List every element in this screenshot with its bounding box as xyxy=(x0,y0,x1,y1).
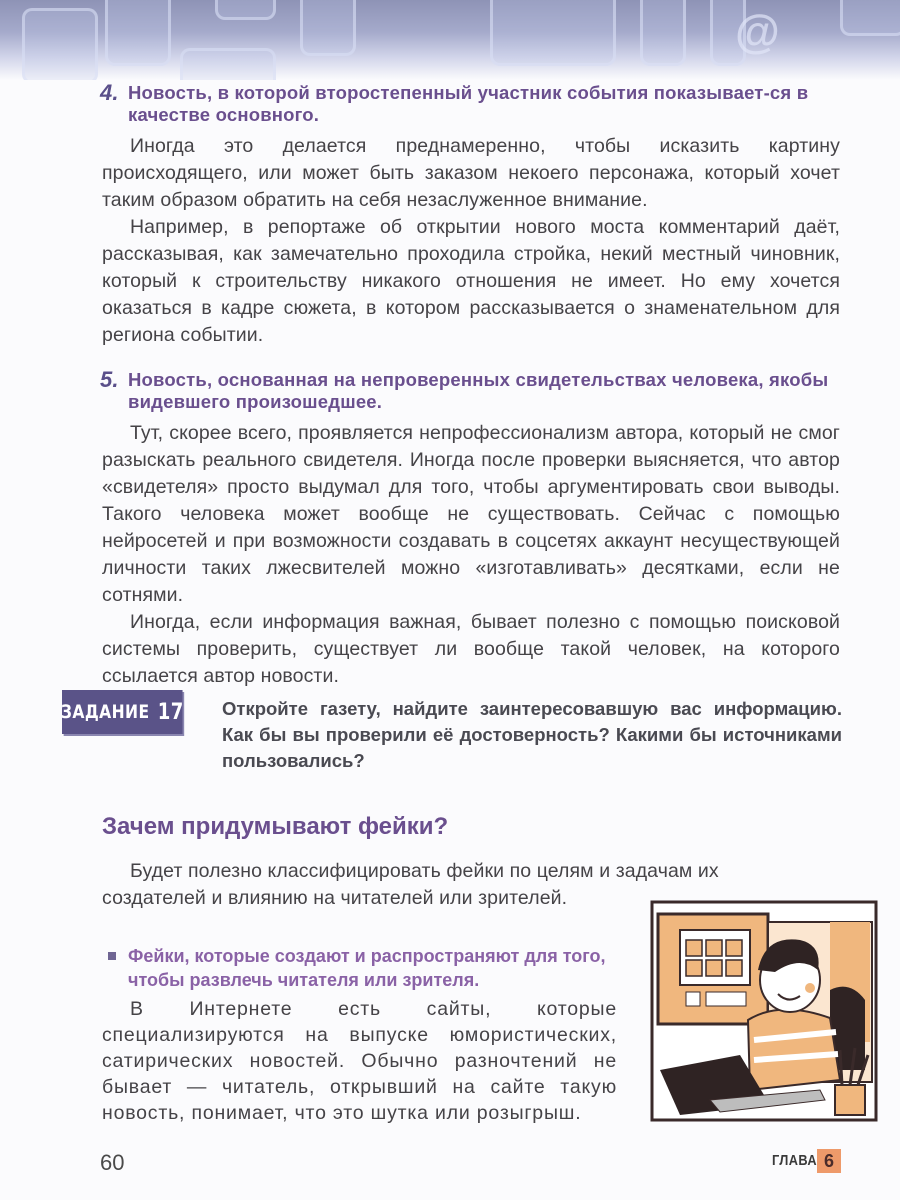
at-sign-icon: @ xyxy=(735,5,780,57)
paragraph: Иногда, если информация важная, бывает полезно с помощью поисковой системы проверить, существует ли вообще такой человек, на которого ссылается автор новости. xyxy=(102,611,840,687)
chapter-number-badge: 6 xyxy=(817,1149,841,1173)
decor-person-icon xyxy=(22,8,98,80)
item-5-heading xyxy=(102,369,840,413)
task-text: Откройте газету, найдите заинтересовавшую вас информацию. Как бы вы проверили её достоверность? Какими бы источниками пользовались? xyxy=(222,698,842,771)
paragraph: Тут, скорее всего, проявляется непрофессионализм автора, который не смог разыскать реального свидетеля. Иногда после проверки выясняется, что автор «свидетеля» просто выдумал для того, чтобы аргументировать свои выводы. Такого человека может вообще не существовать. Сейчас с помощью нейросетей и при возможности создавать в соцсетях аккаунт несуществующей личности таких лжесвителей можно «изготавливать» десятками, если не сотнями. xyxy=(102,422,840,606)
boy-laptop-illustration-icon xyxy=(650,900,878,1122)
item-5-number: 5. xyxy=(100,367,119,392)
decor-tile xyxy=(640,0,686,66)
paragraph: В Интернете есть сайты, которые специализируются на выпуске юмористических, сатирических новостей. Обычно разночтений не бывает — читатель, открывший на сайте такую новость, понимает, что это шутка или розыгрыш. xyxy=(102,998,617,1124)
bullet-1-heading xyxy=(102,944,622,992)
task-label: ЗАДАНИЕ xyxy=(60,701,150,723)
section-title: Зачем придумывают фейки? xyxy=(102,813,449,840)
decor-tile xyxy=(300,0,356,56)
item-4-heading-text: Новость, в которой второстепенный участник события показывает-ся в качестве основного. xyxy=(128,82,809,125)
page-number: 60 xyxy=(100,1150,125,1175)
header-banner xyxy=(0,0,900,80)
bullet-square-icon xyxy=(108,952,116,960)
task-number: 17 xyxy=(157,699,184,725)
item-5-heading-text: Новость, основанная на непроверенных свидетельствах человека, якобы видевшего произошедшее. xyxy=(128,369,829,412)
item-5-body xyxy=(102,420,840,690)
illustration-boy-laptop xyxy=(650,900,878,1122)
decor-tile xyxy=(840,0,900,36)
item-4-body xyxy=(102,133,840,349)
decor-tile xyxy=(180,48,276,80)
decor-tile xyxy=(215,0,276,20)
decor-tile xyxy=(490,0,616,66)
item-4-number: 4. xyxy=(100,80,119,105)
chapter-label: ГЛАВА xyxy=(772,1152,817,1169)
intro-line-2: создателей и влиянию на читателей или зрителей. xyxy=(102,887,568,909)
paragraph: Например, в репортаже об открытии нового моста комментарий даёт, рассказывая, как замечательно проходила стройка, некий местный чиновник, который к строительству никакого отношения не имеет. Но ему хочется оказаться в кадре сюжета, в котором рассказывается о знаменательном для региона событии. xyxy=(102,216,840,346)
decor-tile xyxy=(105,0,171,66)
bullet-1-heading-text: Фейки, которые создают и распространяют для того, чтобы развлечь читателя или зрителя. xyxy=(128,946,606,990)
task-badge xyxy=(62,690,183,734)
item-4-heading xyxy=(102,82,840,126)
intro-line-1: Будет полезно классифицировать фейки по целям и задачам их xyxy=(130,860,719,882)
bullet-1-body xyxy=(102,996,617,1126)
paragraph: Иногда это делается преднамеренно, чтобы исказить картину происходящего, или может быть заказом некоего персонажа, который хочет таким образом обратить на себя незаслуженное внимание. xyxy=(102,135,840,211)
